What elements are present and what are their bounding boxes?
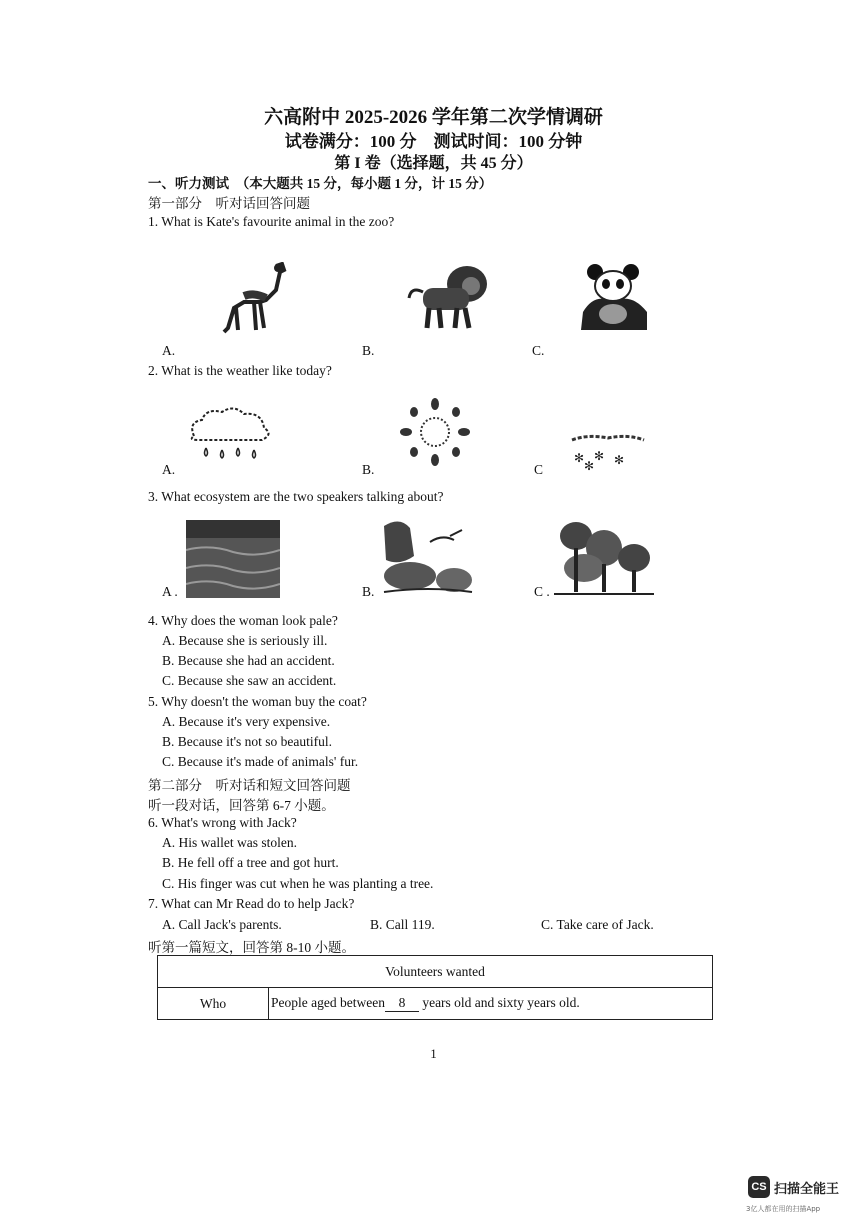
- q3-option-a: A .: [162, 584, 178, 599]
- q2-option-c: C: [534, 462, 544, 477]
- panda-image: [577, 262, 653, 332]
- scanner-name: 扫描全能王: [774, 1181, 840, 1197]
- q7-option-c: C. Take care of Jack.: [541, 917, 654, 932]
- listen-instruction-8-10: 听第一篇短文，回答第 8-10 小题。: [148, 940, 355, 955]
- part2-heading: 第二部分 听对话和短文回答问题: [148, 778, 351, 793]
- q2-option-b: B.: [362, 462, 375, 477]
- q1-option-b: B.: [362, 343, 375, 358]
- exam-meta: 试卷满分：100 分 测试时间：100 分钟: [284, 132, 583, 151]
- question-5: 5. Why doesn't the woman buy the coat?: [148, 694, 367, 709]
- exam-title: 六高附中 2025-2026 学年第二次学情调研: [264, 107, 603, 128]
- q7-option-a: A. Call Jack's parents.: [162, 917, 282, 932]
- scanner-watermark: [748, 1176, 839, 1198]
- svg-text:✻: ✻: [594, 449, 605, 463]
- q4-option-a: A. Because she is seriously ill.: [162, 633, 328, 648]
- q6-option-a: A. His wallet was stolen.: [162, 835, 297, 850]
- q3-option-b: B.: [362, 584, 375, 599]
- sun-image: [390, 394, 480, 472]
- scanner-logo-icon: CS: [748, 1176, 770, 1198]
- question-4: 4. Why does the woman look pale?: [148, 613, 338, 628]
- question-1: 1. What is Kate's favourite animal in the zoo?: [148, 214, 395, 229]
- part1-heading: 第一部分 听对话回答问题: [148, 196, 310, 211]
- table-row-label: Who: [158, 988, 269, 1020]
- q7-option-b: B. Call 119.: [370, 917, 435, 932]
- volunteers-table: [157, 955, 713, 1020]
- lion-image: [405, 264, 495, 332]
- snow-image: [568, 432, 648, 472]
- q4-option-c: C. Because she saw an accident.: [162, 673, 337, 688]
- table-title: Volunteers wanted: [158, 956, 713, 988]
- ocean-image: [186, 520, 280, 598]
- row-text-after: years old and sixty years old.: [422, 995, 580, 1010]
- rain-image: [184, 400, 274, 470]
- scanner-tagline: 3亿人都在用的扫描App: [746, 1205, 821, 1213]
- answer-blank: 8: [385, 995, 419, 1012]
- giraffe-image: [214, 262, 294, 334]
- q1-option-c: C.: [532, 343, 545, 358]
- q6-option-b: B. He fell off a tree and got hurt.: [162, 855, 339, 870]
- listen-instruction-6-7: 听一段对话，回答第 6-7 小题。: [148, 798, 335, 813]
- q2-option-a: A.: [162, 462, 176, 477]
- forest-image: [554, 518, 654, 596]
- question-7: 7. What can Mr Read do to help Jack?: [148, 896, 355, 911]
- question-6: 6. What's wrong with Jack?: [148, 815, 297, 830]
- svg-text:✻: ✻: [584, 459, 595, 472]
- q4-option-b: B. Because she had an accident.: [162, 653, 335, 668]
- q6-option-c: C. His finger was cut when he was planting a tree.: [162, 876, 434, 891]
- q5-option-b: B. Because it's not so beautiful.: [162, 734, 333, 749]
- section-heading: 一、听力测试 （本大题共 15 分，每小题 1 分，计 15 分）: [148, 176, 493, 191]
- paper-part: 第 I 卷（选择题，共 45 分）: [334, 155, 533, 172]
- q5-option-a: A. Because it's very expensive.: [162, 714, 331, 729]
- q3-option-c: C .: [534, 584, 550, 599]
- question-2: 2. What is the weather like today?: [148, 363, 332, 378]
- svg-text:✻: ✻: [614, 453, 625, 467]
- question-3: 3. What ecosystem are the two speakers talking about?: [148, 489, 444, 504]
- wetland-image: [380, 516, 476, 596]
- row-text-before: People aged between: [271, 995, 385, 1010]
- page-number: 1: [430, 1046, 437, 1061]
- q1-option-a: A.: [162, 343, 176, 358]
- svg-text:✻: ✻: [574, 451, 585, 465]
- q5-option-c: C. Because it's made of animals' fur.: [162, 754, 359, 769]
- table-row-content: [269, 988, 713, 1020]
